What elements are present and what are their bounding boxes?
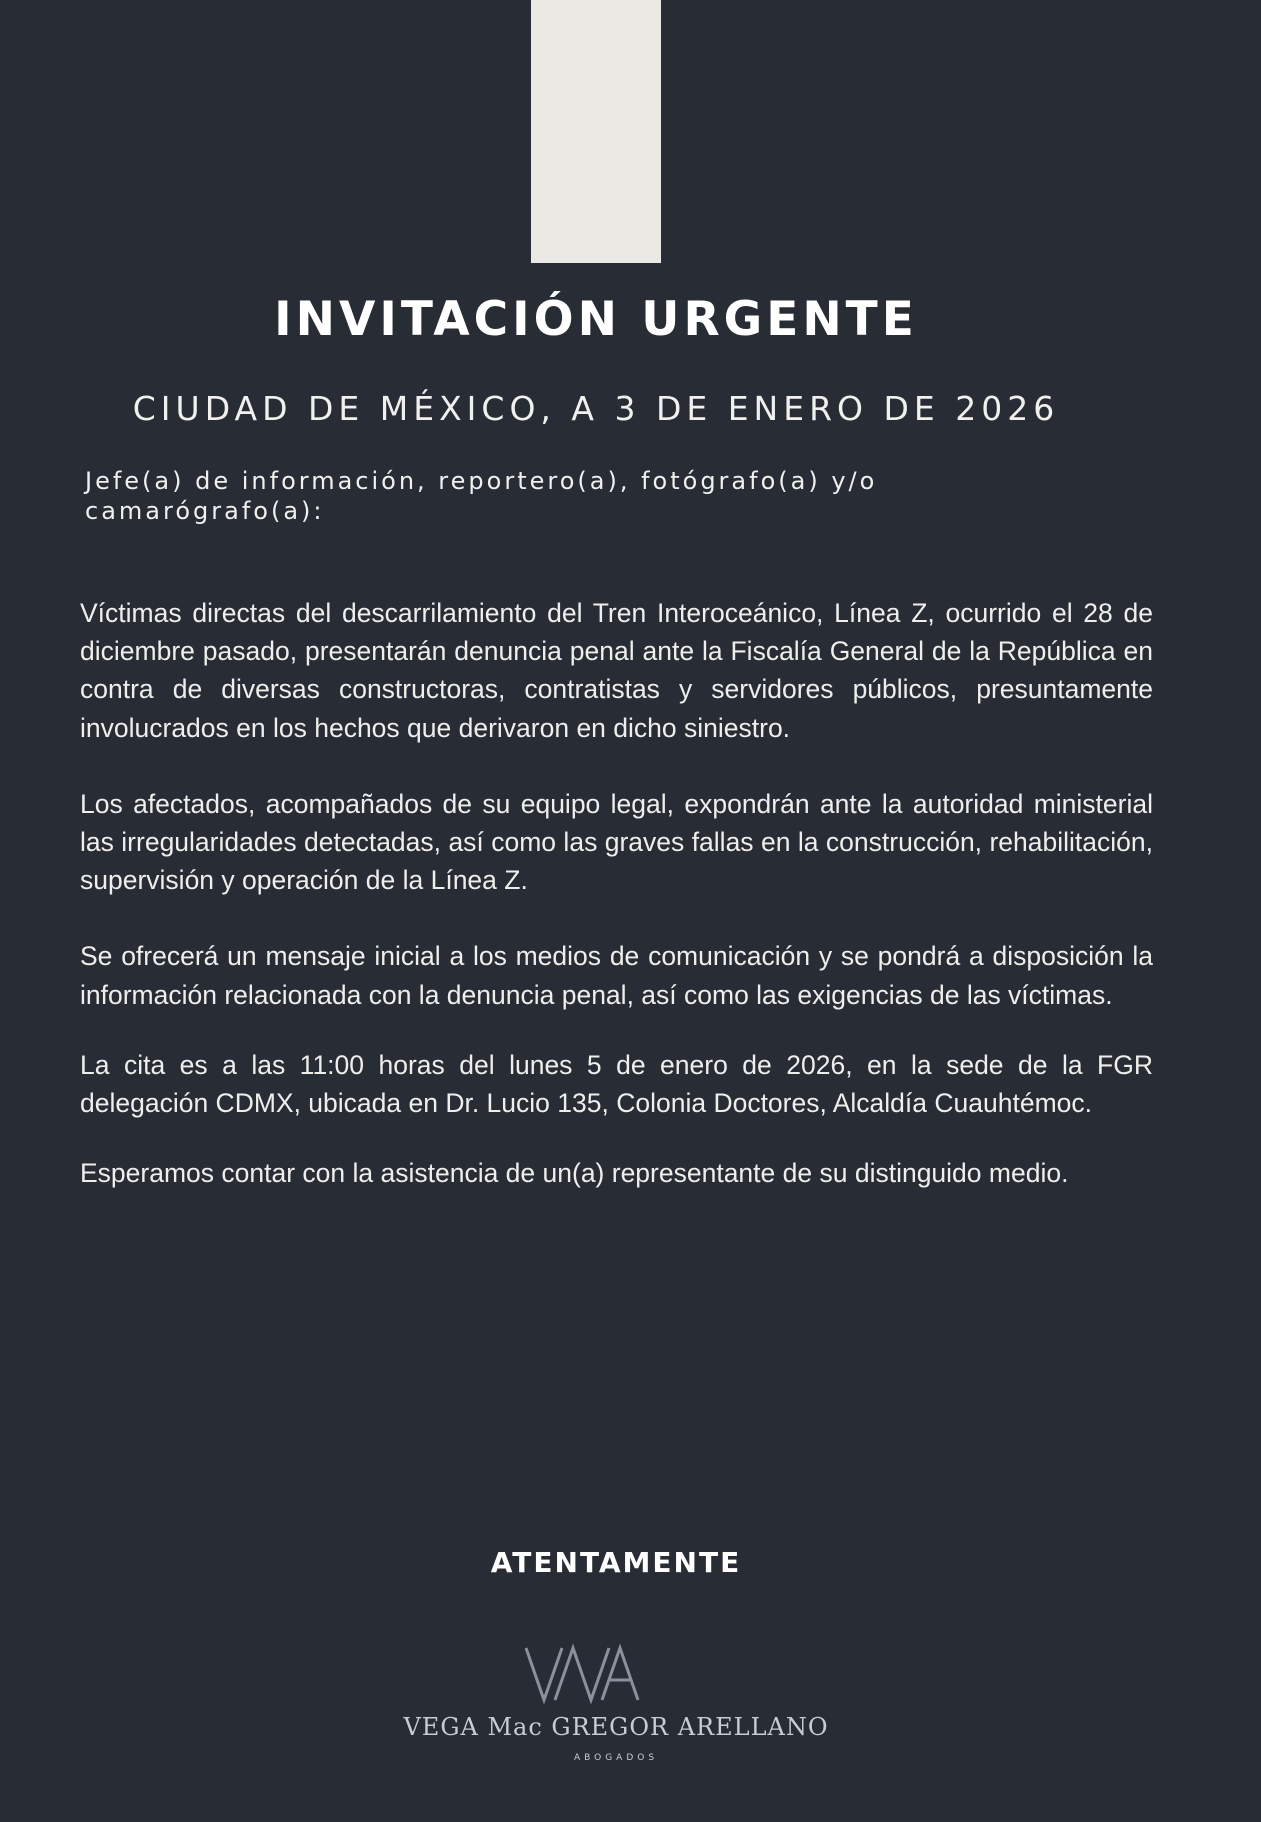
closing-salutation: ATENTAMENTE: [490, 1546, 742, 1579]
recipients-line: Jefe(a) de información, reportero(a), fotógrafo(a) y/o camarógrafo(a):: [85, 467, 878, 525]
paragraph: Se ofrecerá un mensaje inicial a los medios de comunicación y se pondrá a disposición la información relacionada con la denuncia penal, así como las exigencias de las víctimas.: [80, 941, 1153, 1010]
dateline: CIUDAD DE MÉXICO, A 3 DE ENERO DE 2026: [132, 389, 1060, 428]
vma-monogram-icon: [526, 1648, 638, 1700]
paragraph: Los afectados, acompañados de su equipo legal, expondrán ante la autoridad ministerial las irregularidades detectadas, así como las graves fallas en la construcción, rehabilitación, supervisión y operación de la Línea Z.: [80, 788, 1153, 896]
page-title: INVITACIÓN URGENTE: [274, 292, 918, 347]
paragraph: La cita es a las 11:00 horas del lunes 5 de enero de 2026, en la sede de la FGR delegación CDMX, ubicada en Dr. Lucio 135, Colonia Doctores, Alcaldía Cuauhtémoc.: [80, 1049, 1153, 1119]
firm-name: VEGA Mac GREGOR ARELLANO: [403, 1713, 829, 1741]
decorative-top-bar: [531, 0, 661, 263]
body-text: [80, 594, 1153, 1230]
paragraph: Esperamos contar con la asistencia de un(a) representante de su distinguido medio.: [80, 1158, 1069, 1189]
paragraph: Víctimas directas del descarrilamiento del Tren Interoceánico, Línea Z, ocurrido el 28 de diciembre pasado, presentarán denuncia penal ante la Fiscalía General de la República en contra de diversas constructoras, contratistas y servidores públicos, presuntamente involucrados en los hechos que derivaron en dicho siniestro.: [80, 598, 1153, 743]
firm-subtitle: ABOGADOS: [573, 1753, 659, 1763]
firm-logo: [380, 1640, 852, 1765]
